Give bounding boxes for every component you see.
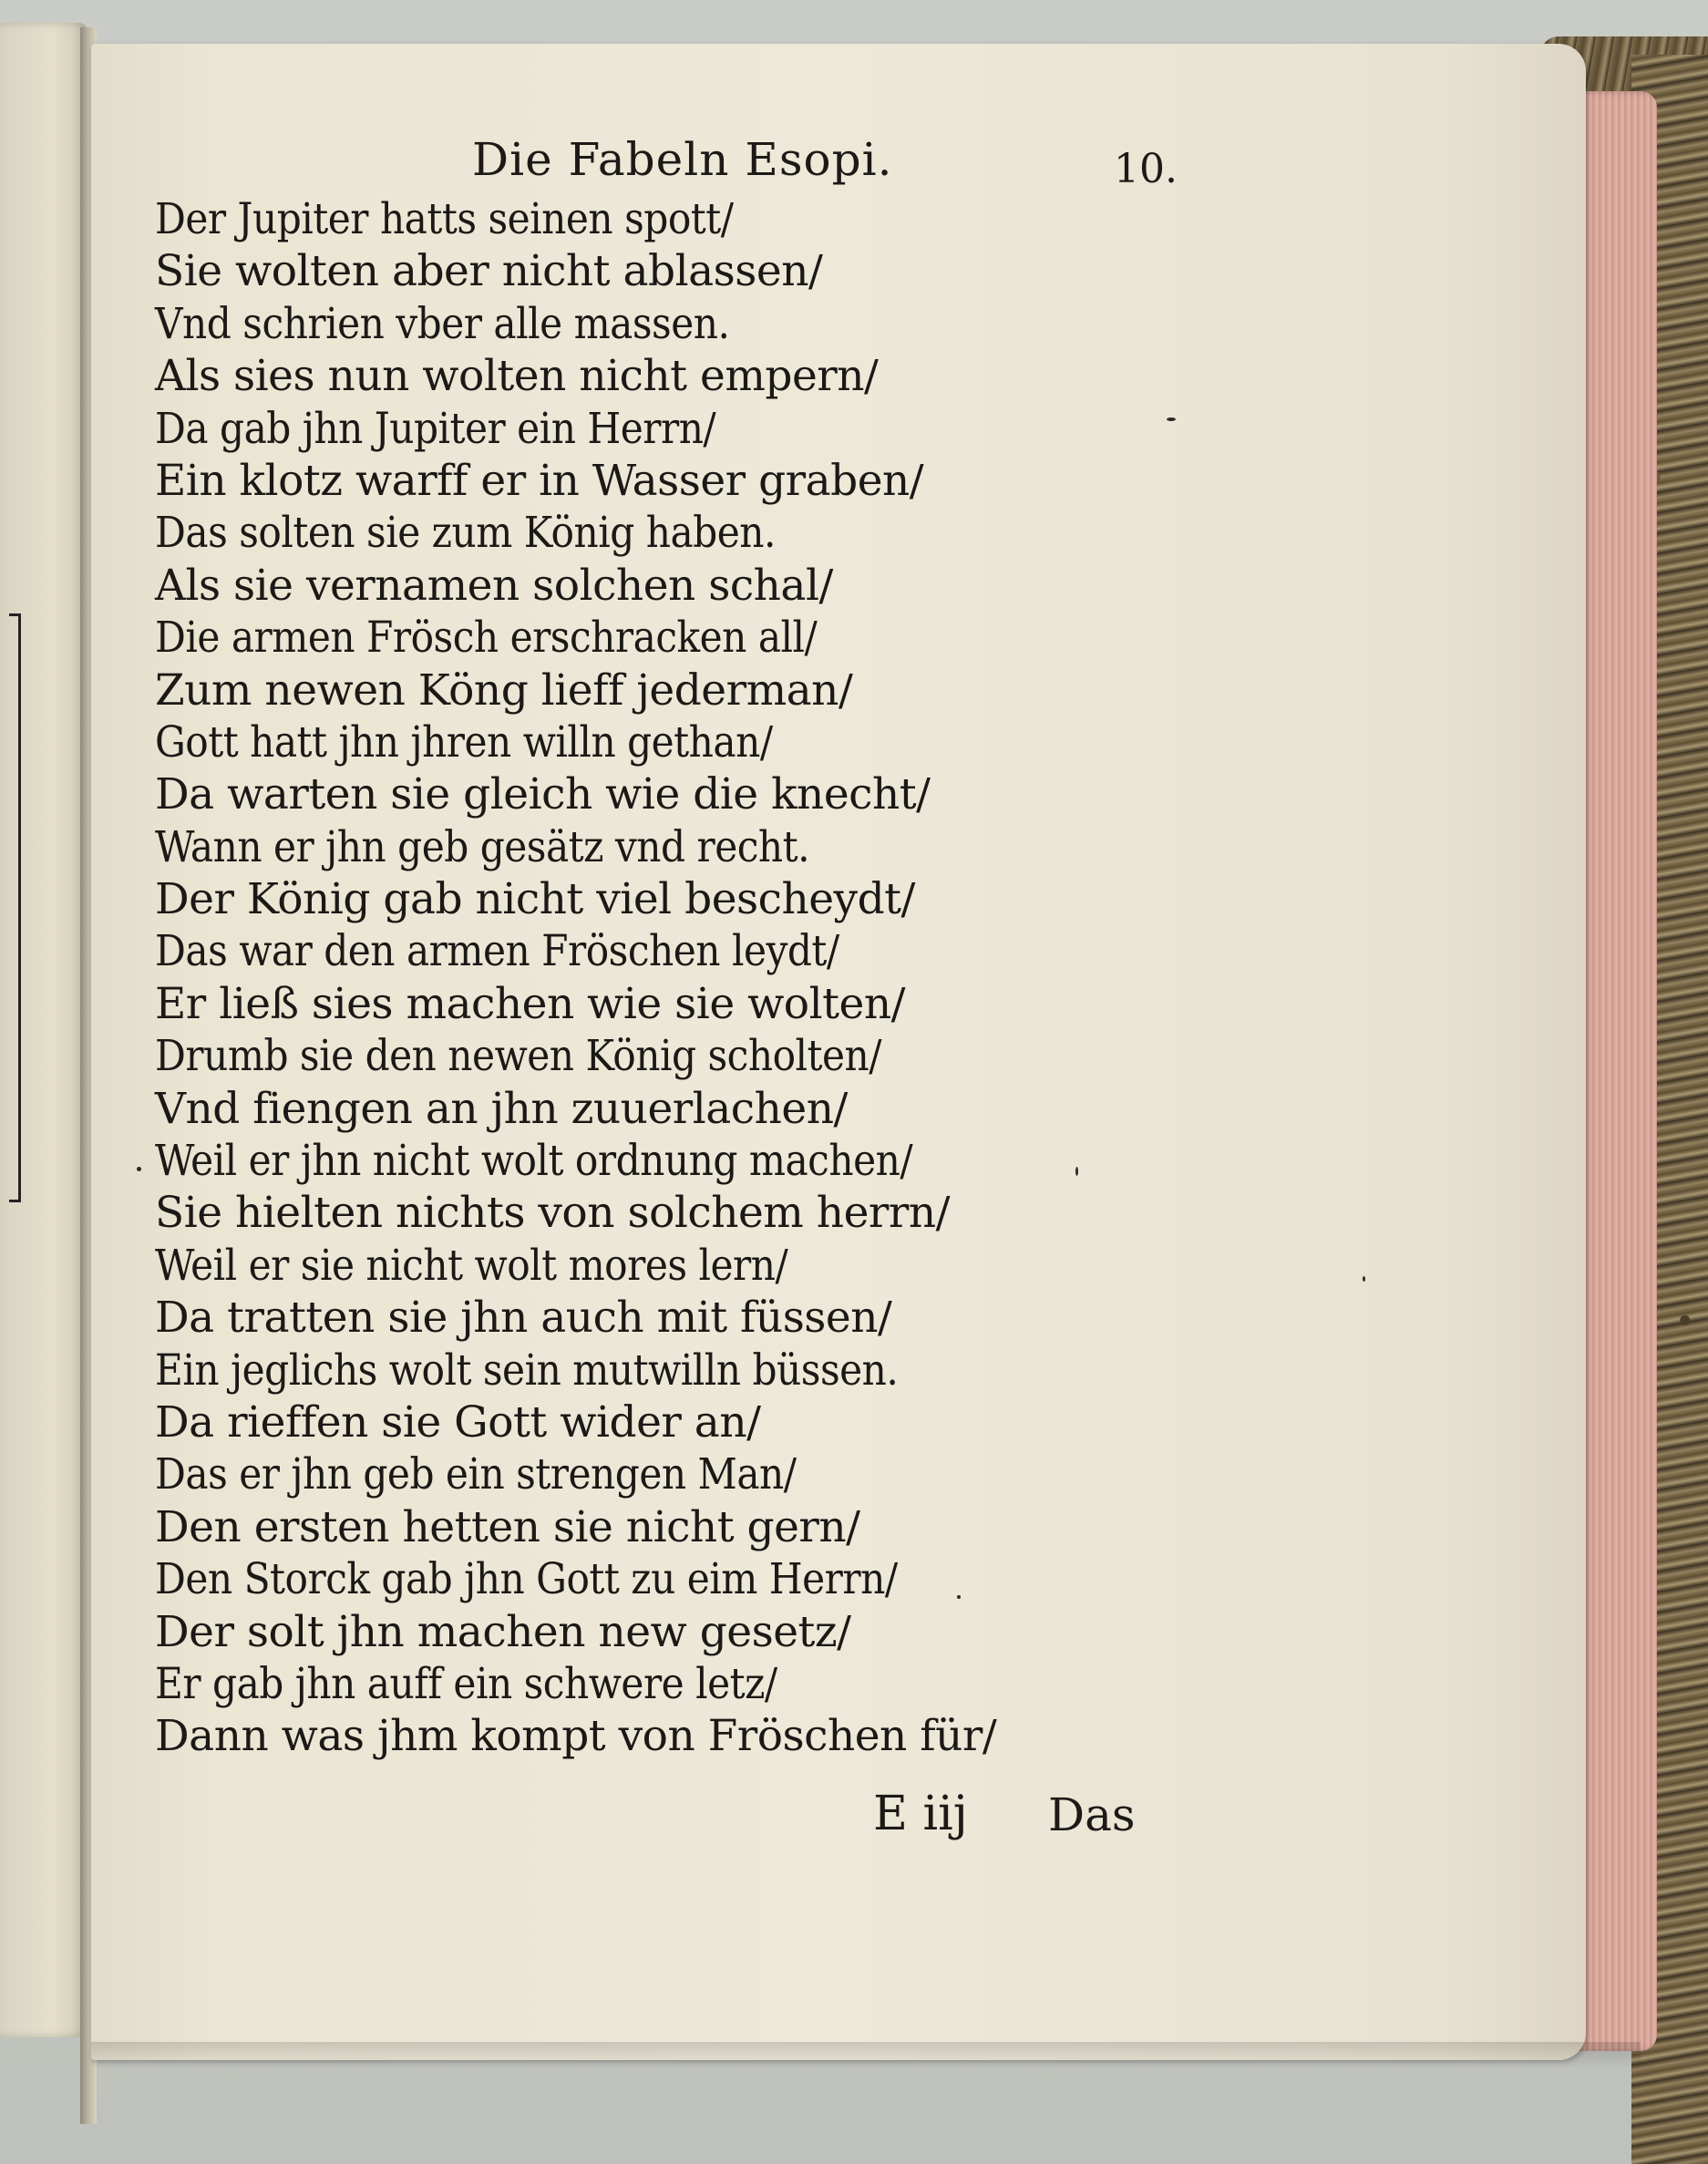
text-line: Dann was jhm kompt von Fröschen für/ [155, 1711, 997, 1762]
text-line: Wann er jhn geb gesätz vnd recht. [155, 821, 810, 872]
text-line: Da warten sie gleich wie die knecht/ [155, 769, 931, 820]
left-page-edge [0, 23, 87, 2037]
text-line: Er gab jhn auff ein schwere letz/ [155, 1658, 777, 1709]
left-page-border-rule [9, 613, 21, 1202]
verse-text [155, 193, 1158, 1763]
text-line: Der Jupiter hatts seinen spott/ [155, 194, 734, 244]
catchword: Das [1048, 1788, 1136, 1841]
text-line: Weil er sie nicht wolt mores lern/ [155, 1240, 788, 1291]
text-line: Zum newen Köng lieff jederman/ [155, 665, 853, 716]
text-line: Da tratten sie jhn auch mit füssen/ [155, 1293, 892, 1344]
text-line: Sie hielten nichts von solchem herrn/ [155, 1188, 950, 1239]
text-line: Die armen Frösch erschracken all/ [155, 613, 818, 664]
text-line: Das war den armen Fröschen leydt/ [155, 926, 839, 977]
text-line: Er ließ sies machen wie sie wolten/ [155, 978, 905, 1029]
page-number: 10. [1114, 146, 1178, 192]
text-line: Als sies nun wolten nicht empern/ [155, 351, 879, 402]
running-head: Die Fabeln Esopi. [472, 133, 893, 186]
signature-mark: E iij [873, 1787, 968, 1841]
text-line: Drumb sie den newen König scholten/ [155, 1031, 882, 1082]
text-line: Den Storck gab jhn Gott zu eim Herrn/ [155, 1554, 898, 1605]
text-line: Das er jhn geb ein strengen Man/ [155, 1449, 797, 1500]
text-line: Vnd fiengen an jhn zuuerlachen/ [155, 1083, 848, 1134]
text-line: Weil er jhn nicht wolt ordnung machen/ [155, 1136, 913, 1187]
text-line: Das solten sie zum König haben. [155, 508, 776, 559]
text-line: Der solt jhn machen new gesetz/ [155, 1606, 851, 1657]
text-line: Da rieffen sie Gott wider an/ [155, 1396, 761, 1448]
text-line: Vnd schrien vber alle massen. [155, 298, 730, 349]
text-line: Der König gab nicht viel bescheydt/ [155, 874, 915, 925]
text-line: Ein jeglichs wolt sein mutwilln büssen. [155, 1345, 899, 1396]
text-line: Als sie vernamen solchen schal/ [155, 560, 833, 611]
text-line: Sie wolten aber nicht ablassen/ [155, 246, 823, 297]
text-line: Gott hatt jhn jhren willn gethan/ [155, 716, 773, 768]
page-shadow [91, 2042, 1641, 2069]
text-line: Den ersten hetten sie nicht gern/ [155, 1501, 860, 1552]
text-line: Ein klotz warff er in Wasser graben/ [155, 455, 924, 506]
text-line: Da gab jhn Jupiter ein Herrn/ [155, 403, 716, 454]
